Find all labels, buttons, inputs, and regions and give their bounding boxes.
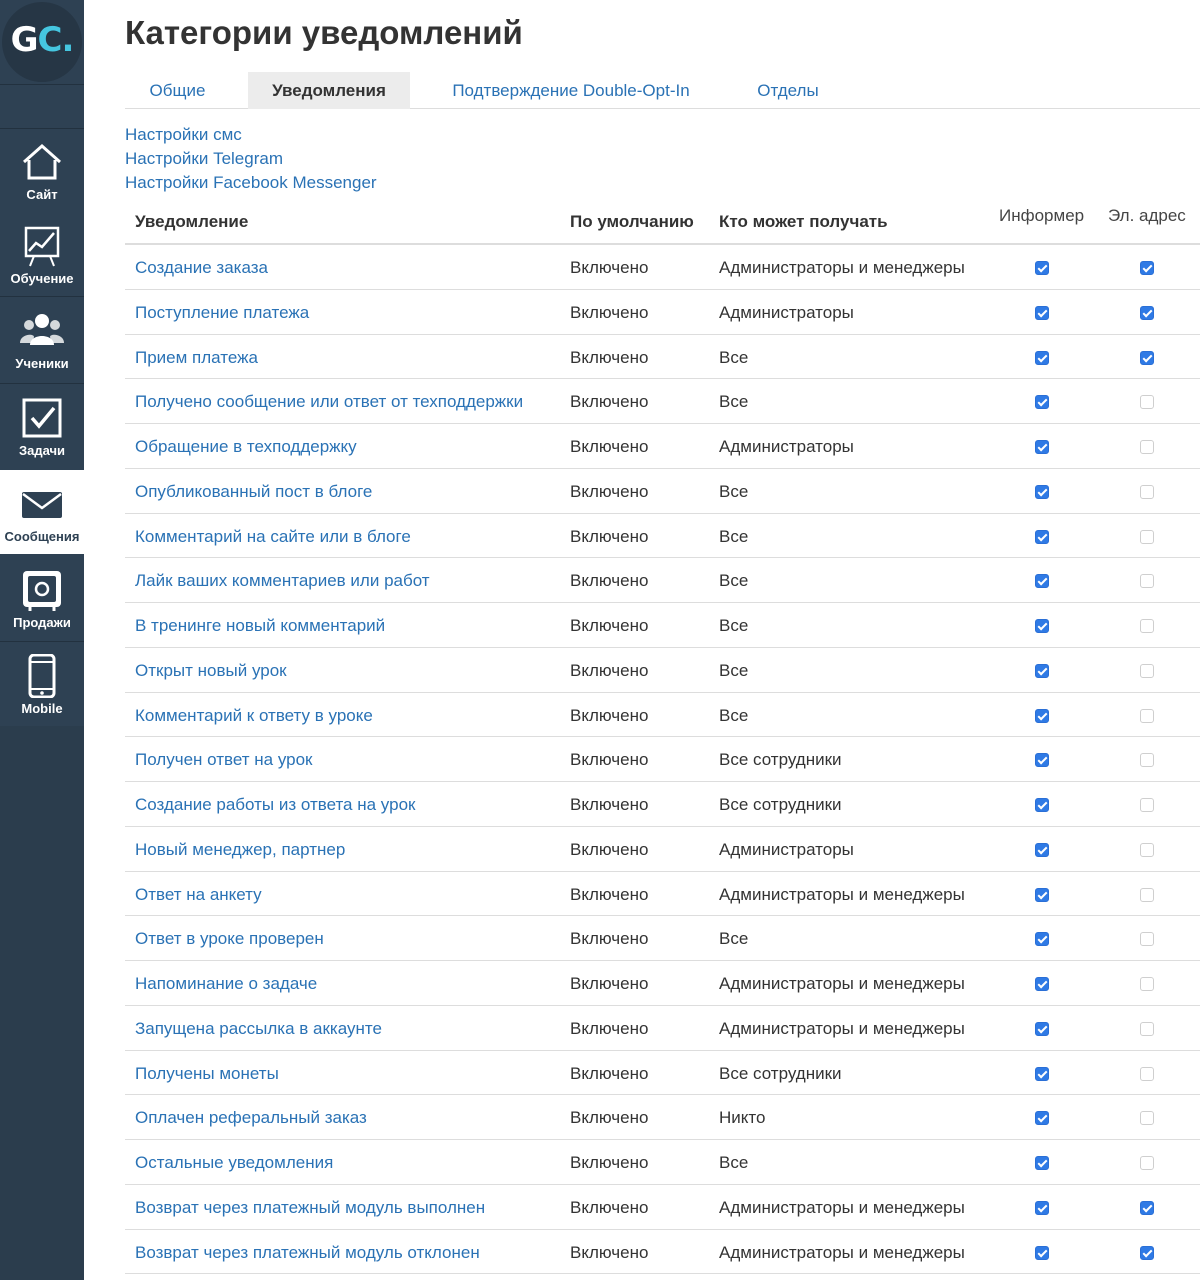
default-status: Включено: [570, 571, 649, 591]
envelope-icon: [20, 482, 64, 526]
table-row: [125, 424, 1200, 469]
recipients: Все: [719, 660, 749, 680]
notification-name-link[interactable]: Прием платежа: [135, 347, 258, 367]
default-status: Включено: [570, 481, 649, 501]
recipients: Администраторы и менеджеры: [719, 884, 965, 904]
default-status: Включено: [570, 1063, 649, 1083]
tab-bar: [125, 72, 1200, 109]
table-row: [125, 782, 1200, 827]
table-row: [125, 245, 1200, 290]
informer-checkbox[interactable]: [1035, 1201, 1049, 1215]
phone-icon: [20, 654, 64, 698]
notification-name-link[interactable]: Запущена рассылка в аккаунте: [135, 1018, 382, 1038]
informer-checkbox[interactable]: [1035, 843, 1049, 857]
home-icon: [20, 140, 64, 184]
recipients: Администраторы и менеджеры: [719, 258, 965, 277]
email-checkbox[interactable]: [1140, 530, 1154, 544]
email-checkbox[interactable]: [1140, 798, 1154, 812]
recipients: Никто: [719, 1108, 766, 1128]
sidebar-footer: [0, 726, 84, 1280]
email-checkbox[interactable]: [1140, 485, 1154, 499]
sidebar-item-label: Ученики: [15, 356, 69, 371]
email-checkbox[interactable]: [1140, 1111, 1154, 1125]
default-status: Включено: [570, 392, 649, 412]
default-status: Включено: [570, 347, 649, 367]
informer-checkbox[interactable]: [1035, 888, 1049, 902]
sidebar-item-label: Обучение: [10, 271, 74, 286]
notification-name-link[interactable]: Новый менеджер, партнер: [135, 839, 346, 859]
email-checkbox[interactable]: [1140, 261, 1154, 275]
notification-name-link[interactable]: Обращение в техподдержку: [135, 437, 357, 456]
informer-checkbox[interactable]: [1035, 440, 1049, 454]
recipients: Все: [719, 526, 749, 546]
sidebar-item-site[interactable]: [0, 128, 84, 212]
sidebar-item-label: Задачи: [18, 443, 66, 458]
informer-checkbox[interactable]: [1035, 306, 1049, 320]
notification-name-link[interactable]: В тренинге новый комментарий: [135, 616, 386, 635]
default-status: Включено: [570, 884, 649, 904]
sidebar-item-tasks[interactable]: [0, 384, 84, 468]
email-checkbox[interactable]: [1140, 306, 1154, 320]
default-status: Включено: [570, 929, 649, 949]
table-row: [125, 469, 1200, 514]
table-row: [125, 872, 1200, 917]
email-checkbox[interactable]: [1140, 977, 1154, 991]
page-title: Категории уведомлений: [125, 14, 523, 51]
sidebar-item-label: Продажи: [13, 615, 71, 630]
email-checkbox[interactable]: [1140, 932, 1154, 946]
tab-general[interactable]: Общие: [149, 81, 206, 100]
notification-name-link[interactable]: Открыт новый урок: [135, 660, 287, 680]
informer-checkbox[interactable]: [1035, 977, 1049, 991]
safe-icon: [20, 568, 64, 612]
informer-checkbox[interactable]: [1035, 1111, 1049, 1125]
notification-name-link[interactable]: Создание заказа: [135, 258, 268, 277]
column-header-who: Кто может получать: [719, 212, 888, 231]
default-status: Включено: [570, 616, 649, 635]
users-icon: [20, 309, 64, 353]
table-header: [125, 196, 1200, 245]
sidebar-item-mobile[interactable]: [0, 642, 84, 726]
table-row: [125, 514, 1200, 559]
informer-checkbox[interactable]: [1035, 709, 1049, 723]
informer-checkbox[interactable]: [1035, 574, 1049, 588]
email-checkbox[interactable]: [1140, 709, 1154, 723]
table-row: [125, 379, 1200, 424]
logo[interactable]: [0, 0, 84, 84]
table-row: [125, 335, 1200, 380]
informer-checkbox[interactable]: [1035, 530, 1049, 544]
email-checkbox[interactable]: [1140, 574, 1154, 588]
recipients: Все: [719, 571, 749, 591]
email-checkbox[interactable]: [1140, 619, 1154, 633]
email-checkbox[interactable]: [1140, 1156, 1154, 1170]
default-status: Включено: [570, 1197, 649, 1217]
table-row: [125, 737, 1200, 782]
informer-checkbox[interactable]: [1035, 798, 1049, 812]
sidebar-item-label: Сайт: [26, 187, 58, 202]
column-header-email: Эл. адрес: [1108, 206, 1186, 225]
default-status: Включено: [570, 660, 649, 680]
sms-settings-link[interactable]: Настройки смс: [125, 125, 242, 144]
checkbox-icon: [20, 396, 64, 440]
notification-name-link[interactable]: Лайк ваших комментариев или работ: [135, 571, 430, 591]
tab-departments[interactable]: Отделы: [757, 81, 819, 100]
recipients: Все сотрудники: [719, 750, 842, 770]
informer-checkbox[interactable]: [1035, 664, 1049, 678]
recipients: Администраторы: [719, 839, 854, 859]
notification-name-link[interactable]: Оплачен реферальный заказ: [135, 1108, 367, 1128]
table-row: [125, 1185, 1200, 1230]
sidebar-item-label: Сообщения: [4, 529, 80, 544]
email-checkbox[interactable]: [1140, 351, 1154, 365]
notification-name-link[interactable]: Остальные уведомления: [135, 1153, 334, 1172]
sidebar-item-messages[interactable]: [0, 470, 84, 554]
recipients: Администраторы: [719, 302, 854, 322]
table-row: [125, 1140, 1200, 1185]
sidebar-item-students[interactable]: [0, 297, 84, 381]
table-row: [125, 961, 1200, 1006]
recipients: Администраторы и менеджеры: [719, 974, 965, 993]
email-checkbox[interactable]: [1140, 843, 1154, 857]
recipients: Администраторы и менеджеры: [719, 1197, 965, 1217]
column-header-informer: Информер: [999, 206, 1085, 225]
notification-name-link[interactable]: Получено сообщение или ответ от техподдержки: [135, 392, 524, 412]
recipients: Все сотрудники: [719, 1063, 842, 1083]
table-row: [125, 827, 1200, 872]
recipients: Все: [719, 392, 749, 412]
recipients: Все: [719, 705, 749, 725]
recipients: Администраторы и менеджеры: [719, 1242, 965, 1262]
sidebar-item-label: Mobile: [21, 701, 63, 716]
default-status: Включено: [570, 258, 649, 277]
notification-name-link[interactable]: Создание работы из ответа на урок: [135, 795, 416, 814]
default-status: Включено: [570, 705, 649, 725]
email-checkbox[interactable]: [1140, 1201, 1154, 1215]
default-status: Включено: [570, 795, 649, 814]
informer-checkbox[interactable]: [1035, 1022, 1049, 1036]
email-checkbox[interactable]: [1140, 1067, 1154, 1081]
recipients: Все: [719, 481, 749, 501]
notification-name-link[interactable]: Возврат через платежный модуль выполнен: [135, 1197, 486, 1217]
column-header-default: По умолчанию: [570, 212, 694, 231]
recipients: Все: [719, 1153, 749, 1172]
notification-name-link[interactable]: Получены монеты: [135, 1063, 279, 1083]
informer-checkbox[interactable]: [1035, 619, 1049, 633]
chart-board-icon: [20, 224, 64, 268]
default-status: Включено: [570, 839, 649, 859]
table-row: [125, 1230, 1200, 1275]
informer-checkbox[interactable]: [1035, 395, 1049, 409]
informer-checkbox[interactable]: [1035, 485, 1049, 499]
telegram-settings-link[interactable]: Настройки Telegram: [125, 149, 283, 168]
default-status: Включено: [570, 1242, 649, 1262]
notification-name-link[interactable]: Получен ответ на урок: [135, 750, 313, 770]
notification-name-link[interactable]: Напоминание о задаче: [135, 974, 318, 993]
table-row: [125, 558, 1200, 603]
sidebar: [0, 0, 84, 1280]
table-row: [125, 693, 1200, 738]
default-status: Включено: [570, 302, 649, 322]
notification-name-link[interactable]: Ответ на анкету: [135, 884, 262, 904]
tab-double-opt-in[interactable]: Подтверждение Double-Opt-In: [452, 81, 690, 100]
table-row: [125, 290, 1200, 335]
default-status: Включено: [570, 750, 649, 770]
sidebar-item-learning[interactable]: [0, 212, 84, 296]
table-row: [125, 648, 1200, 693]
tab-notifications[interactable]: Уведомления: [248, 72, 410, 109]
informer-checkbox[interactable]: [1035, 261, 1049, 275]
recipients: Администраторы и менеджеры: [719, 1018, 965, 1038]
email-checkbox[interactable]: [1140, 440, 1154, 454]
table-row: [125, 603, 1200, 648]
default-status: Включено: [570, 1153, 649, 1172]
notification-name-link[interactable]: Возврат через платежный модуль отклонен: [135, 1242, 480, 1262]
table-row: [125, 916, 1200, 961]
informer-checkbox[interactable]: [1035, 753, 1049, 767]
column-header-notification: Уведомление: [135, 212, 249, 231]
email-checkbox[interactable]: [1140, 1022, 1154, 1036]
informer-checkbox[interactable]: [1035, 932, 1049, 946]
informer-checkbox[interactable]: [1035, 1156, 1049, 1170]
email-checkbox[interactable]: [1140, 395, 1154, 409]
table-row: [125, 1095, 1200, 1140]
table-row: [125, 1006, 1200, 1051]
notification-name-link[interactable]: Комментарий к ответу в уроке: [135, 705, 373, 725]
logo-text: GC.: [10, 20, 74, 60]
notification-name-link[interactable]: Ответ в уроке проверен: [135, 929, 324, 949]
recipients: Все: [719, 616, 749, 635]
informer-checkbox[interactable]: [1035, 1246, 1049, 1260]
email-checkbox[interactable]: [1140, 753, 1154, 767]
default-status: Включено: [570, 437, 649, 456]
notification-name-link[interactable]: Комментарий на сайте или в блоге: [135, 526, 411, 546]
informer-checkbox[interactable]: [1035, 1067, 1049, 1081]
notification-name-link[interactable]: Поступление платежа: [135, 302, 310, 322]
default-status: Включено: [570, 1018, 649, 1038]
email-checkbox[interactable]: [1140, 664, 1154, 678]
sidebar-divider: [0, 84, 84, 85]
table-row: [125, 1051, 1200, 1096]
facebook-messenger-settings-link[interactable]: Настройки Facebook Messenger: [125, 173, 377, 192]
default-status: Включено: [570, 526, 649, 546]
recipients: Все: [719, 347, 749, 367]
recipients: Администраторы: [719, 437, 854, 456]
notification-name-link[interactable]: Опубликованный пост в блоге: [135, 481, 373, 501]
default-status: Включено: [570, 974, 649, 993]
recipients: Все: [719, 929, 749, 949]
default-status: Включено: [570, 1108, 649, 1128]
email-checkbox[interactable]: [1140, 1246, 1154, 1260]
sidebar-item-sales[interactable]: [0, 556, 84, 640]
email-checkbox[interactable]: [1140, 888, 1154, 902]
recipients: Все сотрудники: [719, 795, 842, 814]
informer-checkbox[interactable]: [1035, 351, 1049, 365]
